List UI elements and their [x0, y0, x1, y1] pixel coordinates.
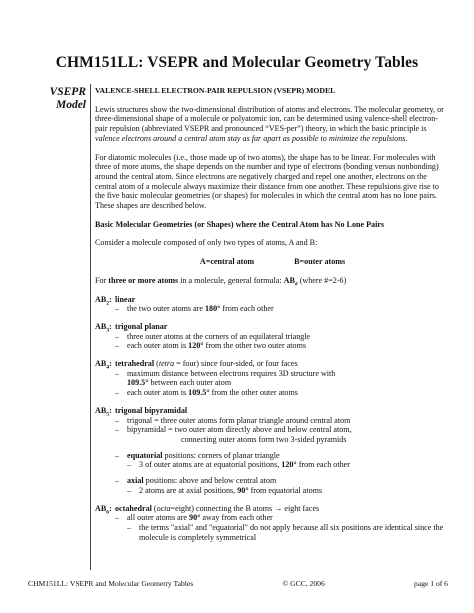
- geometry-ab5: [95, 406, 450, 496]
- general-formula-subscript: #: [294, 281, 298, 288]
- list-item: – each outer atom is 120° from the other two outer atoms: [115, 341, 307, 351]
- general-formula: AB: [283, 275, 295, 285]
- list-item: – bipyramidal = two outer atom directly above and below central atom, connecting outer atoms form two 3-sided pyramids: [115, 425, 352, 444]
- paragraph-two-types: Consider a molecule composed of only two types of atoms, A and B:: [95, 238, 318, 248]
- paragraph-intro: [95, 105, 450, 144]
- central-atom-definition: A=central atom: [199, 257, 255, 267]
- subheading-basic-geometries: Basic Molecular Geometries (or Shapes) where the Central Atom has No Lone Pairs: [95, 219, 385, 229]
- list-item: – trigonal = three outer atoms form planar triangle around central atom: [115, 415, 351, 425]
- paragraph-general-formula: [95, 276, 450, 286]
- geometry-label: $AB_4$:: [95, 359, 112, 371]
- list-item: – maximum distance between electrons requires 3D structure with 109.5° between each outer atom: [115, 368, 336, 388]
- section-side-label: [30, 86, 86, 112]
- geometry-label: $AB_6$:: [95, 503, 112, 516]
- atom-definitions: [95, 257, 450, 267]
- formula-text-c: (where #=2-6): [297, 275, 347, 285]
- formula-text-a: For: [95, 275, 109, 285]
- geometry-name: octahedral (octa=eight) connecting the B atoms → eight faces: [115, 503, 320, 513]
- footer-page-number: page 1 of 6: [414, 579, 448, 588]
- paragraph-intro-text: Lewis structures show the two-dimensional distribution of atoms and electrons. The molecular geometry, or three-dimensional shape of a molecule or polyatomic ion, can be determined using valence-shell electron-pair repulsion (abbreviated VSEPR and pronounced “VES-per”) theory, in which the basic principle is: [95, 104, 444, 134]
- geometry-ab6: [95, 504, 450, 543]
- geometry-name: tetrahedral (tetra = four) since four-sided, or four faces: [115, 359, 298, 369]
- geometry-label: $AB_5$:: [95, 405, 112, 418]
- section-divider-line: [90, 84, 91, 570]
- geometry-name: trigonal planar: [115, 321, 168, 331]
- geometry-name: trigonal bipyramidal: [115, 405, 188, 415]
- geometry-label: $AB_2$:: [95, 294, 112, 307]
- geometry-name: linear: [115, 294, 136, 304]
- main-content: [95, 86, 450, 550]
- geometry-ab4: [95, 359, 450, 398]
- list-item: – each outer atom is 109.5° from the other outer atoms: [115, 388, 298, 398]
- right-arrow-icon: →: [274, 503, 283, 513]
- list-item: – the two outer atoms are 180° from each other: [115, 304, 274, 314]
- list-item: – three outer atoms at the corners of an equilateral triangle: [115, 331, 311, 341]
- footer-copyright: © GCC, 2006: [282, 579, 325, 588]
- side-label-line-2: Model: [55, 99, 86, 111]
- paragraph-intro-principle: valence electrons around a central atom stay as far apart as possible to minimize the repulsions: [95, 133, 406, 143]
- page-footer: [28, 579, 448, 588]
- formula-text-b: in a molecule, general formula:: [178, 275, 284, 285]
- list-item: – all outer atoms are 90° away from each other: [115, 513, 273, 523]
- paragraph-intro-end: .: [405, 133, 408, 143]
- footer-course-title: CHM151LL: VSEPR and Molecular Geometry Tables: [28, 579, 194, 588]
- geometry-ab3: [95, 322, 450, 351]
- list-item-nested: – 3 of outer atoms are at equatorial positions, 120° from each other: [127, 460, 350, 470]
- geometry-label: $AB_3$:: [95, 321, 112, 334]
- outer-atoms-definition: B=outer atoms: [294, 257, 346, 267]
- formula-text-bold: three or more atoms: [108, 275, 179, 285]
- page-title: CHM151LL: VSEPR and Molecular Geometry Tables: [55, 54, 419, 71]
- list-item-nested: – the terms "axial" and "equatorial" do not apply because all six positions are identical since the molecule is completely symmetrical: [127, 522, 444, 542]
- list-item-nested: – 2 atoms are at axial positions, 90° from equatorial atoms: [127, 485, 323, 495]
- list-item: – equatorial positions: corners of planar triangle: [115, 450, 280, 460]
- geometry-ab2: [95, 295, 450, 314]
- paragraph-diatomic: For diatomic molecules (i.e., those made up of two atoms), the shape has to be linear. For molecules with three of more atoms, the shape depends on the number and type of electrons (bonding versus nonbonding) around the central atom. Since electrons are negatively charged and repel one another, electrons on the central atom of a molecule always maximize their distance from one another. These repulsions give rise to the five basic molecular geometries (or shapes) for molecules in which the central atom has no lone pairs. These shapes are described below.: [95, 152, 439, 211]
- side-label-line-1: VSEPR: [49, 86, 86, 98]
- section-heading: VALENCE-SHELL ELECTRON-PAIR REPULSION (VSEPR) MODEL: [95, 86, 336, 95]
- list-item: – axial positions: above and below central atom: [115, 476, 277, 486]
